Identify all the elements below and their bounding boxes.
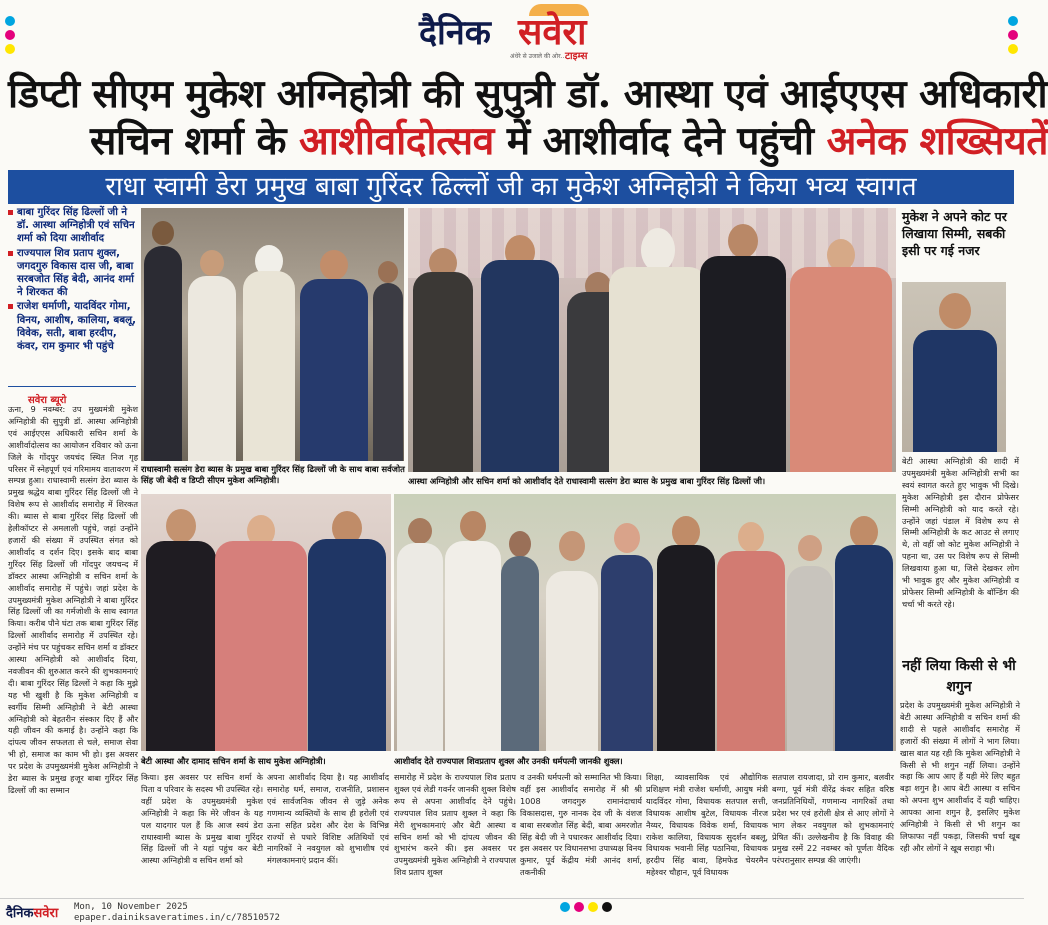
article-column: किया। इस अवसर पर सचिन शर्मा के पिता व परिवार के सदस्य भी उपस्थित रहे। वहीं प्रदेश के उपमुख्यमंत्री मुकेश अग्निहोत्री ने कहा कि मेरे जीवन के यह पल यादगार पल हैं कि आज स्वयं डेरा राधास्वामी ब्यास के प्रमुख बाबा गुरिंदर सिंह ढिल्लों जी ने यहां पहुंच कर बेटी आस्था अग्निहोत्री व सचिन शर्मा को (141, 772, 264, 866)
person-figure (241, 231, 296, 461)
headline-line2 (90, 113, 1048, 166)
photo-blessing-couple[interactable] (408, 208, 896, 472)
person-figure (145, 501, 217, 751)
registration-mark-icon (574, 902, 584, 912)
footer-logo[interactable] (6, 903, 58, 921)
highlight-item: बाबा गुरिंदर सिंह ढिल्लों जी ने डॉ. आस्था अग्निहोत्री एवं सचिन शर्मा को दिया आशीर्वाद (8, 206, 136, 246)
photo-governor-blessing[interactable] (394, 494, 896, 751)
person-figure (599, 511, 654, 751)
registration-mark-icon (5, 44, 15, 54)
divider (8, 386, 136, 387)
footer-url[interactable]: epaper.dainiksaveratimes.in/c/78510572 (74, 913, 280, 923)
person-figure (373, 251, 403, 461)
person-figure (306, 501, 388, 751)
registration-mark-icon (588, 902, 598, 912)
registration-mark-icon (5, 16, 15, 26)
headline-line1: डिप्टी सीएम मुकेश अग्निहोत्री की सुपुत्री डॉ. आस्था एवं आईएएस अधिकारी (8, 71, 1048, 117)
article-column: सतपाल रायजादा, प्रो राम कुमार, बलवीर बग्गा, पूर्व मंत्री वीरेंद्र कंवर सहित वरिष्ठ जनप्रतिनिधियों, गणमान्य नागरिकों तथा प्रदेश भर एवं हरोली क्षेत्र से आए लोगों ने भाग लेकर नवयुगल को शुभकामनाएं प्रेषित कीं। उल्लेखनीय है कि विवाह की प्रमुख रस्में 22 नवम्बर को पूर्णतः वैदिक परंपरानुसार सम्पन्न की जाएंगी। (772, 772, 894, 866)
person-figure (786, 511, 834, 751)
registration-mark-icon (1008, 30, 1018, 40)
sidebar-body: प्रदेश के उपमुख्यमंत्री मुकेश अग्निहोत्री ने बेटी आस्था अग्निहोत्री व सचिन शर्मा की शादी से पहले आशीर्वाद समारोह में हजारों की संख्या में लोगों ने भाग लिया। खास बात यह रही कि मुकेश अग्निहोत्री ने किसी से भी शगुन नहीं लिया। उन्होंने कहा कि आप आए हैं यही मेरे लिए बहुत बड़ा शगुन है। आप बेटी आस्था व सचिन को अपना शुभ आशीर्वाद दें यही चाहिए। आपका आना शगुन है, इसलिए मुकेश अग्निहोत्री ने किसी से भी शगुन का लिफाफा नहीं पकड़ा, जिसकी चर्चा खूब रही और लोगों ने खूब सराहा भी। (900, 700, 1020, 853)
person-figure (299, 246, 369, 461)
person-figure (213, 501, 308, 751)
logo-brand-part1: दैनिक (419, 13, 491, 53)
person-figure (698, 222, 788, 472)
photo-father-with-couple[interactable] (141, 494, 391, 751)
person-figure (187, 236, 237, 461)
headline-line2-part2: में आशीर्वाद देने पहुंची (493, 118, 827, 164)
byline: सवेरा ब्यूरो (28, 395, 67, 406)
footer-logo-part2: सवेरा (33, 906, 59, 921)
logo-brand-part2: सवेरा (518, 11, 587, 53)
subheadline-band: राधा स्वामी डेरा प्रमुख बाबा गुरिंदर ढिल्लों जी का मुकेश अग्निहोत्री ने किया भव्य स्वागत (8, 170, 1014, 204)
registration-mark-icon (602, 902, 612, 912)
photo-caption: आस्था अग्निहोत्री और सचिन शर्मा को आशीर्वाद देते राधास्वामी सत्संग डेरा ब्यास के प्रमुख बाबा गुरिंदर सिंह ढिल्लों जी। (408, 476, 766, 486)
person-figure (480, 227, 560, 472)
highlight-item: राजेश धर्माणी, यादविंदर गोमा, विनय, आशीष, कालिया, बबलू, विवेक, सती, बाबा हरदीप, कंवर, राम कुमार भी पहुंचे (8, 300, 136, 353)
headline-line2-part1: सचिन शर्मा के (90, 118, 300, 164)
logo-tagline: अंधेरे से उजाले की ओर... (510, 53, 567, 60)
headline-line2-red2: अनेक शख्सियतें (826, 118, 1048, 164)
registration-mark-icon (5, 30, 15, 40)
person-figure (608, 222, 708, 472)
headline-line2-red1: आशीर्वादोत्सव (299, 118, 494, 164)
person-figure (544, 511, 599, 751)
photo-caption: आशीर्वाद देते राज्यपाल शिवप्रताप शुक्ल और उनकी धर्मपत्नी जानकी शुक्ल। (394, 756, 623, 766)
article-body-left: ऊना, 9 नवम्बर: उप मुख्यमंत्री मुकेश अग्निहोत्री की सुपुत्री डॉ. आस्था अग्निहोत्री एवं आईएएस अधिकारी सचिन शर्मा के आशीर्वादोत्सव का आयोजन रविवार को ऊना जिले के गोंदपुर जयचंद स्थित निज गृह परिसर में स्नेहपूर्ण एवं गरिमामय वातावरण में सम्पन्न हुआ। राधास्वामी सत्संग डेरा ब्यास के प्रमुख श्रद्धेय बाबा गुरिंदर सिंह ढिल्लों जी ने विशेष रूप से आशीर्वाद समारोह में शिरकत की। ब्यास से बाबा गुरिंदर सिंह ढिल्लों जी हेलीकॉप्टर से अमलाली पहुंचे, जहां उन्होंने हजारों की संख्या में उपस्थित संगत को आशीर्वाद व दर्शन दिए। इसके बाद बाबा गुरिंदर सिंह ढिल्लों जी गोंदपुर जयचन्द में डॉक्टर आस्था अग्निहोत्री व सचिन शर्मा के आशीर्वाद समारोह में पहुंचे। जहां प्रदेश के उपमुख्यमंत्री मुकेश अग्निहोत्री ने बाबा गुरिंदर सिंह ढिल्लों जी का गर्मजोशी के साथ स्वागत किया। करीब पौने घंटा तक बाबा गुरिंदर सिंह ढिल्लों आशीर्वाद समारोह में उपस्थित रहे। उन्होंने मंच पर पहुंचकर सचिन शर्मा व डॉक्टर आस्था अग्निहोत्री को आशीर्वाद दिया, नवजीवन की शुरुआत करने की शुभकामनाएं दी। बाबा गुरिंदर सिंह ढिल्लों ने कहा कि मुझे यह भी खुशी है कि मुकेश अग्निहोत्री व स्वर्गीय सिम्मी अग्निहोत्री ने बेटी आस्था अग्निहोत्री को बेहतरीन संस्कार दिए हैं और यही जीवन की कमाई है। उन्होंने कहा कि दांपत्य जीवन सफलता से चले, समाज सेवा भी हो, समाज का काम भी हो। इस अवसर पर प्रदेश के उपमुख्यमंत्री मुकेश अग्निहोत्री ने डेरा ब्यास के प्रमुख हजूर बाबा गुरिंदर सिंह ढिल्लों जी का सम्मान (8, 404, 138, 795)
photo-caption: बेटी आस्था और दामाद सचिन शर्मा के साथ मुकेश अग्निहोत्री। (141, 756, 326, 766)
photo-baba-with-deputy-cm[interactable] (141, 208, 404, 461)
person-figure (788, 227, 893, 472)
logo-suffix: टाइम्स (565, 51, 588, 62)
highlight-item: राज्यपाल शिव प्रताप शुक्ल, जगदगुरु विकास दास जी, बाबा सरबजोत सिंह बेदी, आनंद शर्मा ने शिरकत की (8, 247, 136, 300)
person-figure (444, 501, 502, 751)
article-column: व उनकी धर्मपत्नी को सम्मानित भी किया। वहीं इस आशीर्वाद समारोह में श्री श्री 1008 जगदगुरु रामानंदाचार्य विकासदास, गुरु नानक देव जी के वंशज बाबा सरबजोत सिंह बेदी, बाबा अमरजोत सिंह बेदी जी ने पधारकर आशीर्वाद दिया। इस अवसर पर विधानसभा उपाध्यक्ष विनय कुमार, पूर्व केंद्रीय मंत्री आनंद शर्मा, तकनीकी (520, 772, 642, 878)
sidebar-caption: बेटी आस्था अग्निहोत्री की शादी में उपमुख्यमंत्री मुकेश अग्निहोत्री सभी का स्वयं स्वागत करते हुए भावुक भी दिखे। मुकेश अग्निहोत्री इस दौरान प्रोफेसर सिम्मी अग्निहोत्री को याद करते रहे। उन्होंने जहां पंडाल में विशेष रूप से सिम्मी अग्निहोत्री के कट आउट से लगाए थे, तो वहीं जो कोट मुकेश अग्निहोत्री ने पहना था, उस पर विशेष रूप से सिम्मी लिखवाया हुआ था, जिसे देखकर लोग भी भावुक हुए और मुकेश अग्निहोत्री व प्रोफेसर सिम्मी अग्निहोत्री के बॉन्डिंग की चर्चा भी करते रहे। (902, 456, 1019, 609)
person-figure (412, 232, 474, 472)
person-figure (143, 211, 183, 461)
person-figure (912, 287, 998, 452)
newspaper-logo[interactable] (415, 4, 615, 62)
registration-mark-icon (1008, 16, 1018, 26)
registration-mark-icon (560, 902, 570, 912)
person-figure (396, 506, 444, 751)
footer-date: Mon, 10 November 2025 (74, 902, 188, 912)
masthead (0, 0, 1024, 66)
sidebar-heading-2: नहीं लिया किसी से भी शगुन (902, 658, 1016, 695)
article-column: अपना आशीर्वाद दिया है। यह आशीर्वाद समारोह धर्म, समाज, राजनीति, प्रशासन एवं सार्वजनिक जीवन से जुड़े अनेक गणमान्य व्यक्तियों के साथ ही हरोली एवं ऊना सहित प्रदेश और देश के विभिन्न राज्यों से पधारे विशिष्ट अतिथियों एवं नागरिकों ने नवयुगल को शुभाशीष एवं मंगलकामनाएं प्रदान कीं। (267, 772, 389, 866)
person-figure (834, 506, 894, 751)
article-column: शिक्षा, व्यावसायिक एवं औद्योगिक प्रशिक्षण मंत्री राजेश धर्माणी, आयुष मंत्री यादविंदर गोमा, विधायक सतपाल सत्ती, विधायक आशीष बुटेल, विधायक नीरज नैय्यर, विधायक विवेक शर्मा, विधायक राकेश कालिया, विधायक सुदर्शन बबलू, विधायक भवानी सिंह पठानिया, विधायक हरदीप सिंह बावा, हिमफेड चेयरमैन महेश्वर चौहान, पूर्व विधायक (646, 772, 768, 878)
photo-mukesh-portrait[interactable] (902, 282, 1006, 452)
article-column: समारोह में प्रदेश के राज्यपाल शिव प्रताप शुक्ल एवं लेडी गवर्नर जानकी शुक्ल विशेष रूप से अपना आशीर्वाद देने पहुंचे। राज्यपाल शिव प्रताप शुक्ल ने कहा कि मेरी शुभकामनाएं और बेटी आस्था व सचिन शर्मा को भी दांपत्य जीवन की शुभारंभ करने की। इस अवसर पर उपमुख्यमंत्री मुकेश अग्निहोत्री ने राज्यपाल शिव प्रताप शुक्ल (394, 772, 516, 878)
person-figure (716, 506, 786, 751)
sidebar-heading: मुकेश ने अपने कोट पर लिखाया सिम्मी, सबकी इसी पर गई नजर (902, 209, 1007, 258)
footer-logo-part1: दैनिक (6, 906, 34, 921)
registration-mark-icon (1008, 44, 1018, 54)
photo-caption: राधास्वामी सत्संग डेरा ब्यास के प्रमुख बाबा गुरिंदर सिंह ढिल्लों जी के साथ बाबा सर्वजोत सिंह जी बेदी व डिप्टी सीएम मुकेश अग्निहोत्री। (141, 464, 405, 485)
highlights-list (8, 206, 136, 354)
person-figure (500, 511, 540, 751)
person-figure (656, 506, 716, 751)
